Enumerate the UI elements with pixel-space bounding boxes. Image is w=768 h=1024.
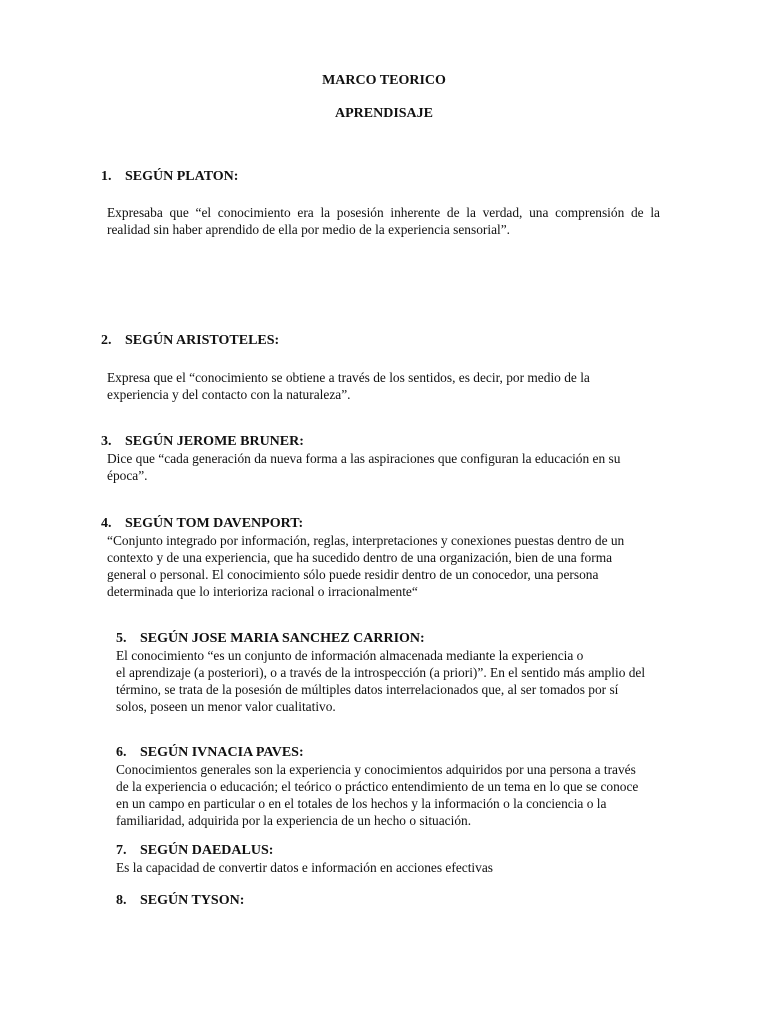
section-heading [101,169,238,185]
paragraph-line: término, se trata de la posesión de múltiples datos interrelacionados que, al ser tomados por sí [116,682,619,697]
section-number: 5. [116,631,127,646]
section-number: 1. [101,169,112,184]
section-heading [116,745,304,761]
paragraph-line: Expresa que el “conocimiento se obtiene a través de los sentidos, es decir, por medio de la [107,370,590,385]
section-paragraph [107,532,624,600]
paragraph-line: general o personal. El conocimiento sólo puede residir dentro de un conocedor, una persona [107,567,599,582]
paragraph-line: de la experiencia o educación; el teórico o práctico entendimiento de un tema en lo que se conoce [116,779,639,794]
section-paragraph [107,204,660,238]
section-heading [116,893,244,909]
section-paragraph [107,369,590,403]
section-paragraph [116,859,493,876]
section-paragraph [116,761,638,829]
paragraph-line: el aprendizaje (a posteriori), o a través de la introspección (a priori)”. En el sentido más amplio del [116,665,646,680]
paragraph-line: época”. [107,468,148,483]
section-title: SEGÚN DAEDALUS: [140,843,274,858]
section-number: 7. [116,843,127,858]
section-title: SEGÚN IVNACIA PAVES: [140,745,304,760]
paragraph-line: “Conjunto integrado por información, reglas, interpretaciones y conexiones puestas dentro de un [107,533,625,548]
paragraph-line: Es la capacidad de convertir datos e información en acciones efectivas [116,860,493,875]
section-title: SEGÚN JOSE MARIA SANCHEZ CARRION: [140,631,425,646]
section-number: 2. [101,333,112,348]
section-heading [101,333,279,349]
section-paragraph [116,647,645,715]
section-number: 4. [101,516,112,531]
section-heading [116,631,425,647]
section-title: SEGÚN PLATON: [125,169,239,184]
document-title: MARCO TEORICO [322,73,446,88]
section-heading [101,434,304,450]
section-title: SEGÚN TYSON: [140,893,245,908]
paragraph-line: contexto y de una experiencia, que ha sucedido dentro de una organización, bien de una forma [107,550,613,565]
section-title: SEGÚN JEROME BRUNER: [125,434,304,449]
section-title: SEGÚN TOM DAVENPORT: [125,516,304,531]
paragraph-line: experiencia y del contacto con la naturaleza”. [107,387,351,402]
paragraph-line: familiaridad, adquirida por la experiencia de un hecho o situación. [116,813,472,828]
section-title: SEGÚN ARISTOTELES: [125,333,280,348]
paragraph-line: Dice que “cada generación da nueva forma a las aspiraciones que configuran la educación en su [107,451,621,466]
paragraph-line: realidad sin haber aprendido de ella por medio de la experiencia sensorial”. [107,222,511,237]
section-number: 3. [101,434,112,449]
paragraph-line: Conocimientos generales son la experiencia y conocimientos adquiridos por una persona a través [116,762,636,777]
section-heading [116,843,273,859]
section-number: 6. [116,745,127,760]
paragraph-line: Expresaba que “el conocimiento era la posesión inherente de la verdad, una comprensión de la [107,205,660,220]
paragraph-line: determinada que lo interioriza racional o irracionalmente“ [107,584,418,599]
section-number: 8. [116,893,127,908]
section-heading [101,516,303,532]
paragraph-line: en un campo en particular o en el totales de los hechos y la información o la conciencia o la [116,796,607,811]
paragraph-line: El conocimiento “es un conjunto de información almacenada mediante la experiencia o [116,648,584,663]
document-subtitle: APRENDISAJE [334,106,433,121]
paragraph-line: solos, poseen un menor valor cualitativo. [116,699,336,714]
section-paragraph [107,450,620,484]
